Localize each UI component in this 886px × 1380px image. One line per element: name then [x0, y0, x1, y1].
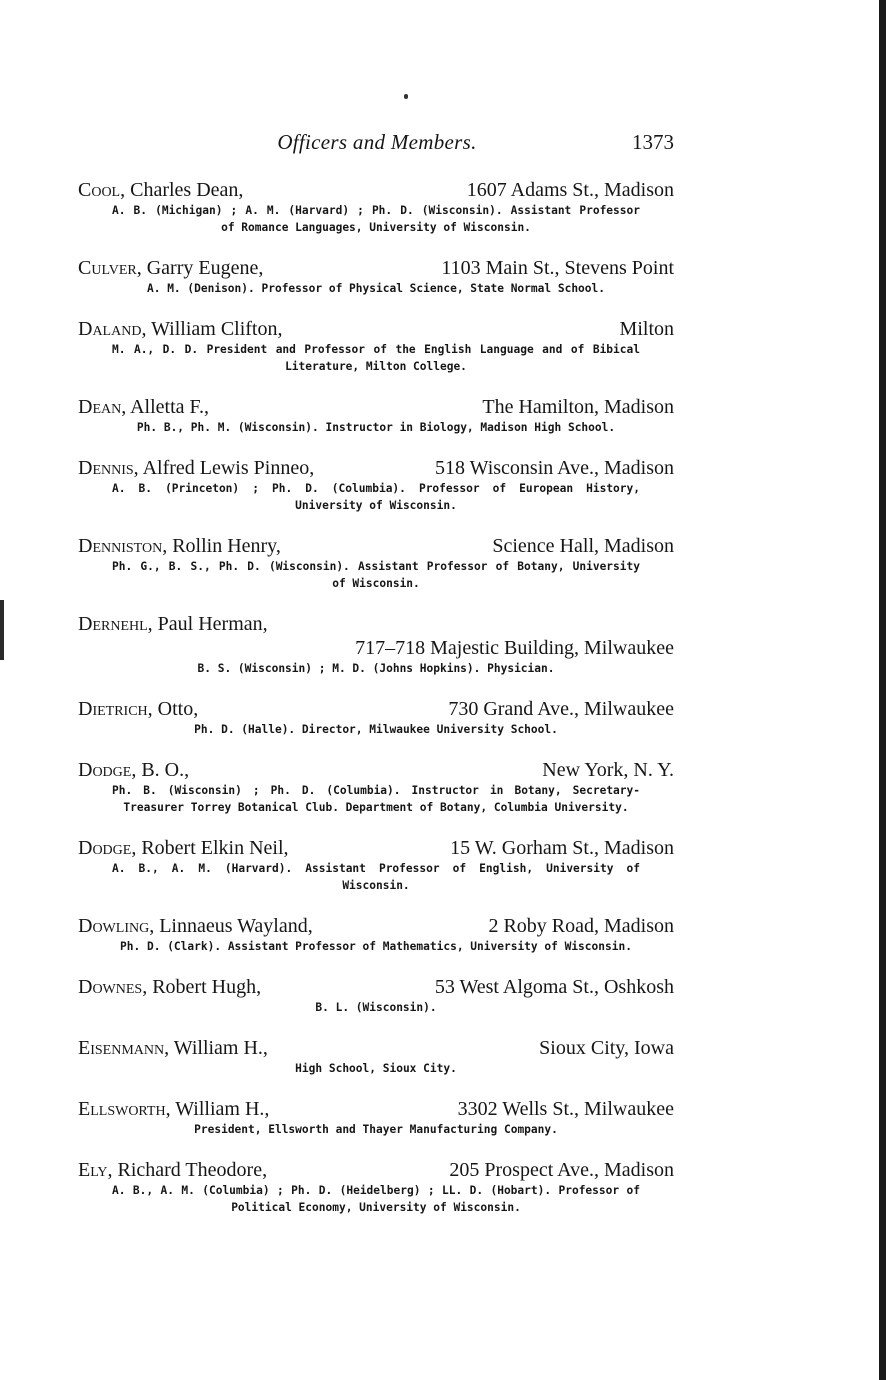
- member-details: B. L. (Wisconsin).: [315, 1001, 437, 1014]
- member-entry: [78, 836, 674, 894]
- member-given-name: , William H.,: [165, 1098, 270, 1120]
- member-details: A. B. (Michigan) ; A. M. (Harvard) ; Ph. D. (Wisconsin). Assistant Professor of Romance Languages, University of Wisconsin.: [112, 204, 640, 234]
- entry-heading: [78, 758, 674, 782]
- entry-heading: [78, 256, 674, 280]
- member-entry: [78, 178, 674, 236]
- member-details: B. S. (Wisconsin) ; M. D. (Johns Hopkins). Physician.: [197, 662, 555, 675]
- member-details: High School, Sioux City.: [295, 1062, 457, 1075]
- member-entry: [78, 914, 674, 955]
- print-speck: [404, 94, 408, 99]
- member-name: [78, 178, 243, 202]
- member-details: Ph. D. (Halle). Director, Milwaukee University School.: [194, 723, 558, 736]
- member-given-name: , B. O.,: [131, 759, 190, 781]
- member-details: Ph. B., Ph. M. (Wisconsin). Instructor in Biology, Madison High School.: [136, 421, 616, 434]
- page-edge-mark: [0, 600, 4, 660]
- entry-heading: [78, 697, 674, 721]
- member-surname: Denniston: [78, 535, 163, 557]
- header-title: Officers and Members.: [277, 130, 477, 154]
- member-given-name: , Alletta F.,: [121, 396, 210, 418]
- member-address: Milton: [619, 318, 674, 340]
- entry-heading: [78, 914, 674, 938]
- member-surname: Ely: [78, 1159, 108, 1181]
- entry-heading: [78, 975, 674, 999]
- member-details: A. B. (Princeton) ; Ph. D. (Columbia). Professor of European History, University of Wisconsin.: [112, 482, 640, 512]
- member-address: 730 Grand Ave., Milwaukee: [448, 698, 674, 720]
- member-entry: [78, 395, 674, 436]
- member-name: [78, 317, 282, 341]
- member-details: A. B., A. M. (Harvard). Assistant Professor of English, University of Wisconsin.: [112, 862, 640, 892]
- member-address: 2 Roby Road, Madison: [488, 915, 674, 937]
- member-name: [78, 975, 261, 999]
- member-list: [78, 178, 674, 1236]
- member-given-name: , William Clifton,: [141, 318, 283, 340]
- member-given-name: , Robert Elkin Neil,: [131, 837, 289, 859]
- member-details: Ph. D. (Clark). Assistant Professor of Mathematics, University of Wisconsin.: [120, 940, 632, 953]
- member-surname: Culver: [78, 257, 137, 279]
- member-address: 717–718 Majestic Building, Milwaukee: [355, 637, 674, 659]
- member-entry: [78, 317, 674, 375]
- member-address: 53 West Algoma St., Oshkosh: [434, 976, 674, 998]
- member-name: [78, 836, 289, 860]
- member-details: Ph. G., B. S., Ph. D. (Wisconsin). Assistant Professor of Botany, University of Wisconsin.: [112, 560, 640, 590]
- member-entry: [78, 697, 674, 738]
- member-entry: [78, 456, 674, 514]
- member-entry: [78, 612, 674, 677]
- member-details: A. M. (Denison). Professor of Physical Science, State Normal School.: [146, 282, 605, 295]
- member-entry: [78, 1158, 674, 1216]
- entry-heading: [78, 395, 674, 419]
- member-surname: Dodge: [78, 837, 132, 859]
- member-name: [78, 1036, 268, 1060]
- member-given-name: , Richard Theodore,: [107, 1159, 268, 1181]
- member-surname: Dodge: [78, 759, 132, 781]
- member-address: New York, N. Y.: [542, 759, 674, 781]
- member-name: [78, 256, 263, 280]
- member-details: President, Ellsworth and Thayer Manufacturing Company.: [194, 1123, 558, 1136]
- entry-heading: [78, 612, 674, 636]
- member-surname: Dowling: [78, 915, 150, 937]
- member-surname: Dernehl: [78, 613, 148, 635]
- member-surname: Dennis: [78, 457, 134, 479]
- entry-heading: [78, 178, 674, 202]
- member-address: 3302 Wells St., Milwaukee: [457, 1098, 674, 1120]
- member-surname: Dietrich: [78, 698, 148, 720]
- entry-heading: [78, 317, 674, 341]
- member-given-name: , Linnaeus Wayland,: [149, 915, 313, 937]
- member-given-name: , Alfred Lewis Pinneo,: [133, 457, 315, 479]
- member-name: [78, 1158, 267, 1182]
- member-name: [78, 697, 198, 721]
- member-entry: [78, 256, 674, 297]
- member-address: The Hamilton, Madison: [482, 396, 674, 418]
- entry-heading: [78, 1036, 674, 1060]
- member-address: Science Hall, Madison: [492, 535, 674, 557]
- member-entry: [78, 534, 674, 592]
- member-address: Sioux City, Iowa: [539, 1037, 674, 1059]
- member-entry: [78, 1036, 674, 1077]
- entry-heading: [78, 1158, 674, 1182]
- member-name: [78, 534, 281, 558]
- member-surname: Ellsworth: [78, 1098, 166, 1120]
- member-name: [78, 914, 313, 938]
- member-given-name: , Paul Herman,: [147, 613, 268, 635]
- member-address: 15 W. Gorham St., Madison: [450, 837, 674, 859]
- entry-heading: [78, 534, 674, 558]
- member-name: [78, 612, 268, 636]
- member-given-name: , William H.,: [164, 1037, 268, 1059]
- member-address: 518 Wisconsin Ave., Madison: [434, 457, 674, 479]
- member-entry: [78, 758, 674, 816]
- member-surname: Dean: [78, 396, 122, 418]
- member-address: 205 Prospect Ave., Madison: [449, 1159, 674, 1181]
- member-name: [78, 1097, 269, 1121]
- member-given-name: , Charles Dean,: [120, 179, 244, 201]
- member-surname: Downes: [78, 976, 143, 998]
- member-surname: Daland: [78, 318, 142, 340]
- page-number: 1373: [632, 130, 674, 154]
- entry-heading: [78, 456, 674, 480]
- member-given-name: , Rollin Henry,: [162, 535, 281, 557]
- member-given-name: , Garry Eugene,: [136, 257, 264, 279]
- member-details: Ph. B. (Wisconsin) ; Ph. D. (Columbia). Instructor in Botany, Secretary-Treasurer Torrey Botanical Club. Department of Botany, Columbia University.: [112, 784, 640, 814]
- member-name: [78, 395, 209, 419]
- running-header: [80, 130, 674, 158]
- member-given-name: , Otto,: [147, 698, 199, 720]
- member-details: M. A., D. D. President and Professor of the English Language and of Bibical Literature, Milton College.: [112, 343, 640, 373]
- page-edge-shadow: [879, 0, 886, 1380]
- member-address: 1103 Main St., Stevens Point: [441, 257, 674, 279]
- member-address: 1607 Adams St., Madison: [466, 179, 674, 201]
- member-given-name: , Robert Hugh,: [142, 976, 262, 998]
- entry-heading: [78, 1097, 674, 1121]
- member-surname: Cool: [78, 179, 121, 201]
- member-name: [78, 456, 314, 480]
- entry-heading: [78, 836, 674, 860]
- member-details: A. B., A. M. (Columbia) ; Ph. D. (Heidelberg) ; LL. D. (Hobart). Professor of Political Economy, University of Wisconsin.: [112, 1184, 640, 1214]
- member-entry: [78, 975, 674, 1016]
- member-name: [78, 758, 189, 782]
- member-surname: Eisenmann: [78, 1037, 165, 1059]
- member-entry: [78, 1097, 674, 1138]
